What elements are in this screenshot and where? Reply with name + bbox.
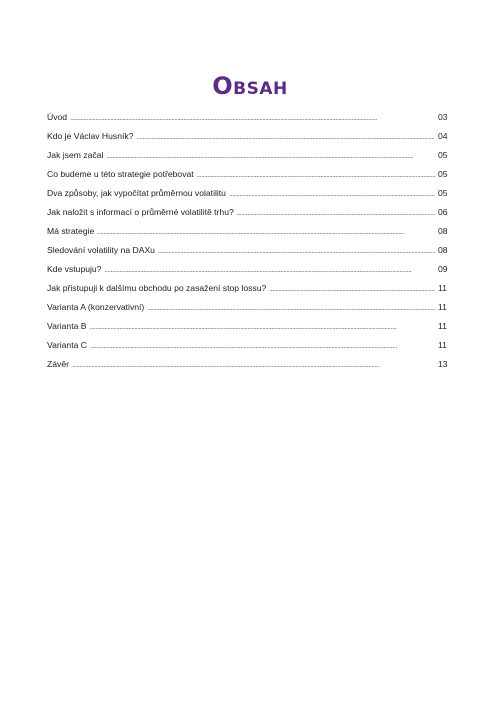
- toc-entry: [47, 355, 452, 374]
- toc-dot-leader: [90, 337, 435, 356]
- toc-entry: [47, 279, 452, 298]
- toc-entry: [47, 298, 452, 317]
- toc-entry-page: 05: [438, 169, 448, 179]
- toc-dot-leader: [136, 128, 435, 147]
- toc-entry-label: Varianta A (konzervativní): [47, 302, 145, 312]
- toc-entry-label: Kde vstupuju?: [47, 264, 102, 274]
- toc-entry: [47, 184, 452, 203]
- table-of-contents: [47, 108, 452, 374]
- toc-dot-leader: [104, 261, 435, 280]
- toc-dot-leader: [269, 280, 435, 299]
- toc-entry-label: Varianta C: [47, 340, 87, 350]
- toc-entry-page: 11: [438, 340, 447, 350]
- toc-entry-page: 09: [438, 264, 448, 274]
- toc-entry-label: Co budeme u této strategie potřebovat: [47, 169, 194, 179]
- toc-entry-label: Sledování volatility na DAXu: [47, 245, 155, 255]
- toc-entry-label: Má strategie: [47, 226, 95, 236]
- toc-entry-label: Varianta B: [47, 321, 87, 331]
- toc-entry-label: Závěr: [47, 359, 69, 369]
- toc-entry: [47, 241, 452, 260]
- toc-dot-leader: [147, 299, 435, 318]
- toc-dot-leader: [106, 147, 435, 166]
- toc-dot-leader: [237, 204, 435, 223]
- toc-entry-page: 08: [438, 245, 448, 255]
- toc-dot-leader: [229, 185, 435, 204]
- toc-entry: [47, 108, 452, 127]
- toc-entry-page: 03: [438, 112, 448, 122]
- toc-entry-label: Jak jsem začal: [47, 150, 104, 160]
- toc-entry: [47, 260, 452, 279]
- toc-entry-label: Dva způsoby, jak vypočítat průměrnou volatilitu: [47, 188, 226, 198]
- toc-entry: [47, 146, 452, 165]
- toc-entry: [47, 203, 452, 222]
- toc-entry-page: 08: [438, 226, 448, 236]
- toc-entry: [47, 317, 452, 336]
- toc-dot-leader: [90, 318, 436, 337]
- toc-entry-label: Jak přistupuji k dalšímu obchodu po zasažení stop lossu?: [47, 283, 267, 293]
- toc-dot-leader: [70, 109, 435, 128]
- toc-entry-page: 05: [438, 150, 448, 160]
- toc-entry: [47, 165, 452, 184]
- toc-entry-label: Úvod: [47, 112, 68, 122]
- toc-entry-page: 06: [438, 207, 448, 217]
- toc-entry: [47, 336, 452, 355]
- toc-entry-label: Kdo je Václav Husník?: [47, 131, 134, 141]
- toc-entry-page: 11: [438, 283, 447, 293]
- toc-entry-label: Jak naložit s informací o průměrné volatilitě trhu?: [47, 207, 234, 217]
- toc-entry-page: 11: [438, 302, 447, 312]
- toc-entry-page: 04: [438, 131, 448, 141]
- toc-entry: [47, 222, 452, 241]
- toc-entry-page: 05: [438, 188, 448, 198]
- page-title: Obsah: [212, 72, 288, 101]
- toc-dot-leader: [197, 166, 435, 185]
- toc-entry-page: 13: [438, 359, 448, 369]
- toc-entry-page: 11: [438, 321, 447, 331]
- toc-dot-leader: [72, 356, 435, 375]
- toc-dot-leader: [158, 242, 435, 261]
- toc-entry: [47, 127, 452, 146]
- toc-dot-leader: [97, 223, 435, 242]
